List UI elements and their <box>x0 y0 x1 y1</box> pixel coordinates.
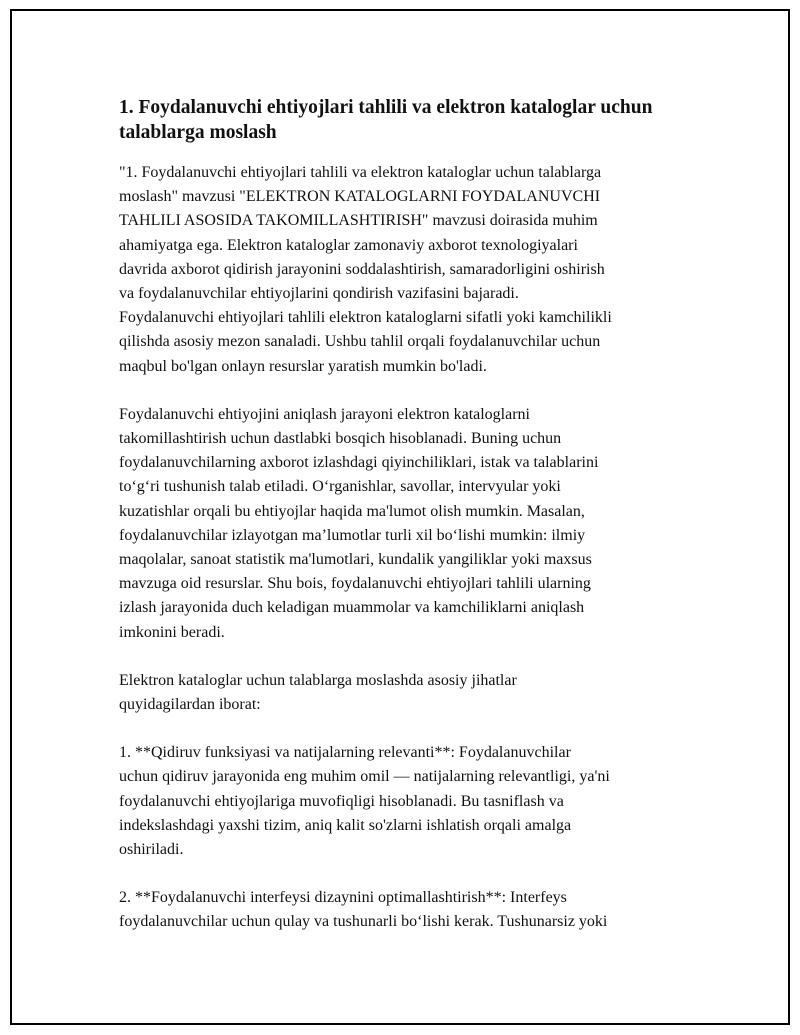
list-item-interface-design: 2. **Foydalanuvchi interfeysi dizaynini optimallashtirish**: Interfeys foydalanuvchilar uchun qulay va tushunarli bo‘lishi kerak. Tushunarsiz yoki <box>119 889 608 931</box>
section-heading: 1. Foydalanuvchi ehtiyojlari tahlili va elektron kataloglar uchun talablarga moslash <box>119 97 653 143</box>
paragraph-aspects-intro: Elektron kataloglar uchun talablarga moslashda asosiy jihatlar quyidagilardan iborat: <box>119 671 517 714</box>
list-item-search-relevance: 1. **Qidiruv funksiyasi va natijalarning relevanti**: Foydalanuvchilar uchun qidiruv jarayonida eng muhim omil — natijalarning relevantligi, ya'ni foydalanuvchi ehtiyojlariga muvofiqligi hisoblanadi. Bu tasniflash va indekslashdagi yaxshi tizim, aniq kalit so'zlarni ishlatish orqali amalga oshiriladi. <box>119 744 610 859</box>
document-content <box>119 95 694 959</box>
document-page <box>10 9 790 1025</box>
paragraph-intro: "1. Foydalanuvchi ehtiyojlari tahlili va elektron kataloglar uchun talablarga moslash" mavzusi "ELEKTRON KATALOGLARNI FOYDALANUVCHI TAHLILI ASOSIDA TAKOMILLASHTIRISH" mavzusi doirasida muhim ahamiyatga ega. Elektron kataloglar zamonaviy axborot texnologiyalari davrida axborot qidirish jarayonini soddalashtirish, samaradorligini oshirish va foydalanuvchilar ehtiyojlarini qondirish vazifasini bajaradi. Foydalanuvchi ehtiyojlari tahlili elektron kataloglarni sifatli yoki kamchilikli qilishda asosiy mezon sanaladi. Ushbu tahlil orqali foydalanuvchilar uchun maqbul bo'lgan onlayn resurslar yaratish mumkin bo'ladi. <box>119 164 612 375</box>
paragraph-user-needs: Foydalanuvchi ehtiyojini aniqlash jarayoni elektron kataloglarni takomillashtirish uchun dastlabki bosqich hisoblanadi. Buning uchun foydalanuvchilarning axborot izlashdagi qiyinchiliklari, istak va talablarini to‘g‘ri tushunish talab etiladi. O‘rganishlar, savollar, intervyular yoki kuzatishlar orqali bu ehtiyojlar haqida ma'lumot olish mumkin. Masalan, foydalanuvchilar izlayotgan ma’lumotlar turli xil bo‘lishi mumkin: ilmiy maqolalar, sanoat statistik ma'lumotlari, kundalik yangiliklar yoki maxsus mavzuga oid resurslar. Shu bois, foydalanuvchi ehtiyojlari tahlili ularning izlash jarayonida duch keladigan muammolar va kamchiliklarni aniqlash imkonini beradi. <box>119 405 599 641</box>
